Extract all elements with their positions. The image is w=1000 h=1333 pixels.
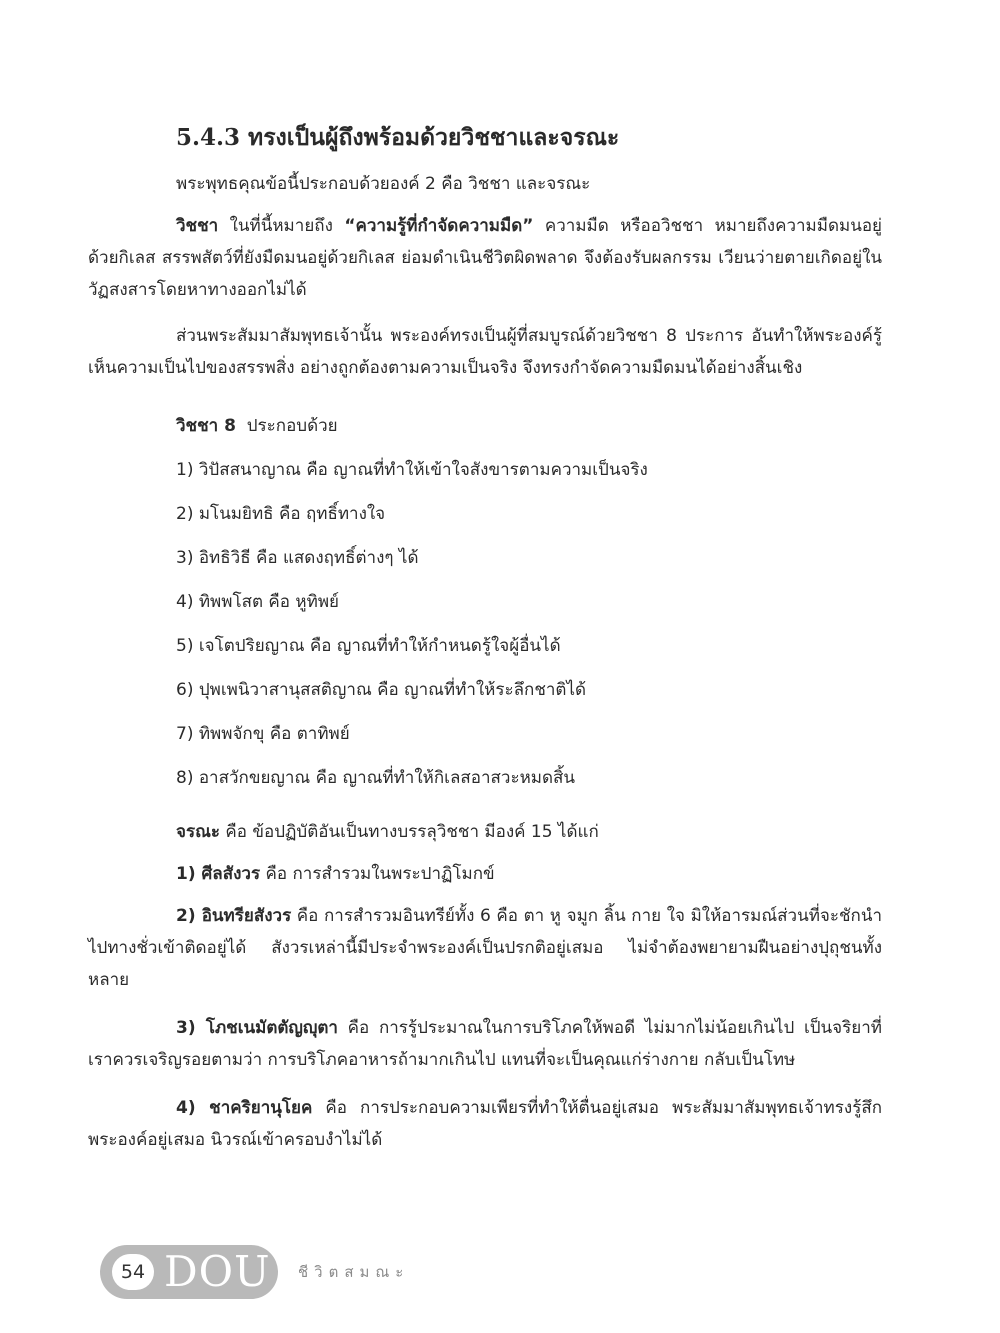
charana-item-term: 2) อินทรียสังวร bbox=[176, 906, 292, 926]
list-item: 2) มโนมยิทธิ คือ ฤทธิ์ทางใจ bbox=[176, 504, 386, 524]
charana-item-term: 4) ชาคริยานุโยค bbox=[176, 1098, 313, 1118]
page-footer bbox=[100, 1245, 409, 1299]
charana-item-term: 1) ศีลสังวร bbox=[176, 864, 261, 884]
list-item: 3) อิทธิวิธี คือ แสดงฤทธิ์ต่างๆ ได้ bbox=[176, 548, 419, 568]
book-title: ชีวิตสมณะ bbox=[298, 1263, 410, 1281]
vijja-term: วิชชา bbox=[176, 216, 219, 236]
charana-item-1 bbox=[176, 858, 495, 890]
charana-heading bbox=[176, 816, 599, 848]
buddha-text: ส่วนพระสัมมาสัมพุทธเจ้านั้น พระองค์ทรงเป็นผู้ที่สมบูรณ์ด้วยวิชชา 8 ประการ อันทำให้พระองค์รู้เห็นความเป็นไปของสรรพสิ่ง อย่างถูกต้องตามความเป็นจริง จึงทรงกำจัดความมืดมนได้อย่างสิ้นเชิง bbox=[88, 326, 882, 378]
list-item: 7) ทิพพจักขุ คือ ตาทิพย์ bbox=[176, 724, 350, 744]
charana-item-term: 3) โภชเนมัตตัญญุตา bbox=[176, 1018, 338, 1038]
vijja-text-2: ความมืด หรืออวิชชา หมายถึงความมืดมนอยู่ด้วยกิเลส สรรพสัตว์ที่ยังมืดมนอยู่ด้วยกิเลส ย่อมดำเนินชีวิตผิดพลาด จึงต้องรับผลกรรม เวียนว่ายตายเกิดอยู่ในวัฏสงสารโดยหาทางออกไม่ได้ bbox=[88, 216, 882, 300]
list-item: 5) เจโตปริยญาณ คือ ญาณที่ทำให้กำหนดรู้ใจผู้อื่นได้ bbox=[176, 636, 561, 656]
charana-title: จรณะ bbox=[176, 822, 220, 842]
vijja-text-1: ในที่นี้หมายถึง bbox=[218, 216, 345, 236]
charana-item-2 bbox=[88, 900, 882, 996]
vijja-paragraph bbox=[88, 210, 882, 306]
page-number: 54 bbox=[112, 1254, 154, 1290]
charana-item-text: คือ การสำรวมอินทรีย์ทั้ง 6 คือ ตา หู จมูก ลิ้น กาย ใจ มิให้อารมณ์ส่วนที่จะชักนำไปทางชั่วเข้าติดอยู่ได้ สังวรเหล่านี้มีประจำพระองค์เป็นปรกติอยู่เสมอ ไม่จำต้องพยายามฝืนอย่างปุถุชนทั้งหลาย bbox=[88, 906, 882, 990]
list-item: 8) อาสวักขยญาณ คือ ญาณที่ทำให้กิเลสอาสวะหมดสิ้น bbox=[176, 768, 576, 788]
vijja8-title: วิชชา 8 bbox=[176, 416, 236, 436]
list-item: 1) วิปัสสนาญาณ คือ ญาณที่ทำให้เข้าใจสังขารตามความเป็นจริง bbox=[176, 460, 648, 480]
buddha-paragraph bbox=[88, 320, 882, 384]
charana-item-3 bbox=[88, 1012, 882, 1076]
list-item: 4) ทิพพโสต คือ หูทิพย์ bbox=[176, 592, 339, 612]
vijja8-suffix: ประกอบด้วย bbox=[235, 416, 338, 436]
dou-logo: DOU bbox=[164, 1247, 271, 1296]
charana-item-text: คือ การรู้ประมาณในการบริโภคให้พอดี ไม่มากไม่น้อยเกินไป เป็นจริยาที่เราควรเจริญรอยตามว่า การบริโภคอาหารถ้ามากเกินไป แทนที่จะเป็นคุณแก่ร่างกาย กลับเป็นโทษ bbox=[88, 1018, 882, 1070]
charana-item-4 bbox=[88, 1092, 882, 1156]
intro-paragraph: พระพุทธคุณข้อนี้ประกอบด้วยองค์ 2 คือ วิชชา และจรณะ bbox=[176, 174, 591, 194]
list-item: 6) ปุพเพนิวาสานุสสติญาณ คือ ญาณที่ทำให้ระลึกชาติได้ bbox=[176, 680, 587, 700]
section-heading: 5.4.3 ทรงเป็นผู้ถึงพร้อมด้วยวิชชาและจรณะ bbox=[176, 124, 620, 151]
charana-text: คือ ข้อปฏิบัติอันเป็นทางบรรลุวิชชา มีองค์ 15 ได้แก่ bbox=[220, 822, 599, 842]
footer-badge bbox=[100, 1245, 278, 1299]
charana-item-text: คือ การประกอบความเพียรที่ทำให้ตื่นอยู่เสมอ พระสัมมาสัมพุทธเจ้าทรงรู้สึกพระองค์อยู่เสมอ นิวรณ์เข้าครอบงำไม่ได้ bbox=[88, 1098, 882, 1150]
charana-item-text: คือ การสำรวมในพระปาฏิโมกข์ bbox=[260, 864, 495, 884]
vijja-quote: “ความรู้ที่กำจัดความมืด” bbox=[344, 216, 534, 236]
vijja8-heading bbox=[176, 410, 338, 442]
